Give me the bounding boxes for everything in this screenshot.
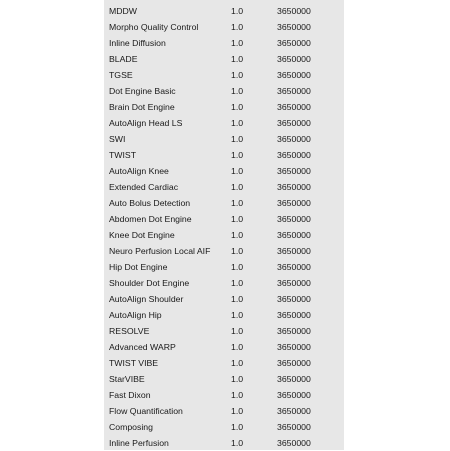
license-value-cell: 3650000 — [277, 134, 311, 144]
version-cell: 1.0 — [231, 54, 244, 64]
option-name-cell: Hip Dot Engine — [109, 262, 168, 272]
license-value-cell: 3650000 — [277, 294, 311, 304]
table-row[interactable] — [104, 211, 344, 227]
table-row[interactable] — [104, 83, 344, 99]
license-value-cell: 3650000 — [277, 86, 311, 96]
table-row[interactable] — [104, 195, 344, 211]
table-row[interactable] — [104, 275, 344, 291]
option-name-cell: Neuro Perfusion Local AIF — [109, 246, 211, 256]
table-row[interactable] — [104, 51, 344, 67]
license-value-cell: 3650000 — [277, 278, 311, 288]
license-value-cell: 3650000 — [277, 118, 311, 128]
option-name-cell: TGSE — [109, 70, 133, 80]
option-name-cell: TWIST VIBE — [109, 358, 159, 368]
table-row[interactable] — [104, 355, 344, 371]
table-row[interactable] — [104, 291, 344, 307]
version-cell: 1.0 — [231, 166, 244, 176]
option-name-cell: Abdomen Dot Engine — [109, 214, 192, 224]
table-row[interactable] — [104, 339, 344, 355]
option-name-cell: TWIST — [109, 150, 137, 160]
option-name-cell: AutoAlign Shoulder — [109, 294, 184, 304]
table-row[interactable] — [104, 259, 344, 275]
license-value-cell: 3650000 — [277, 70, 311, 80]
version-cell: 1.0 — [231, 374, 244, 384]
license-value-cell: 3650000 — [277, 390, 311, 400]
option-name-cell: Morpho Quality Control — [109, 22, 199, 32]
version-cell: 1.0 — [231, 150, 244, 160]
table-row[interactable] — [104, 19, 344, 35]
table-row[interactable] — [104, 323, 344, 339]
table-row[interactable] — [104, 131, 344, 147]
table-row[interactable] — [104, 35, 344, 51]
license-value-cell: 3650000 — [277, 246, 311, 256]
option-name-cell: StarVIBE — [109, 374, 145, 384]
option-name-cell: RESOLVE — [109, 326, 150, 336]
option-name-cell: Auto Bolus Detection — [109, 198, 191, 208]
version-cell: 1.0 — [231, 358, 244, 368]
license-value-cell: 3650000 — [277, 438, 311, 448]
version-cell: 1.0 — [231, 422, 244, 432]
version-cell: 1.0 — [231, 6, 244, 16]
license-value-cell: 3650000 — [277, 358, 311, 368]
option-name-cell: AutoAlign Knee — [109, 166, 169, 176]
license-value-cell: 3650000 — [277, 22, 311, 32]
version-cell: 1.0 — [231, 326, 244, 336]
table-row[interactable] — [104, 419, 344, 435]
table-row[interactable] — [104, 307, 344, 323]
option-name-cell: Inline Perfusion — [109, 438, 169, 448]
version-cell: 1.0 — [231, 198, 244, 208]
option-name-cell: Extended Cardiac — [109, 182, 179, 192]
option-name-cell: Composing — [109, 422, 153, 432]
version-cell: 1.0 — [231, 118, 244, 128]
license-value-cell: 3650000 — [277, 38, 311, 48]
table-row[interactable] — [104, 179, 344, 195]
version-cell: 1.0 — [231, 182, 244, 192]
option-name-cell: Flow Quantification — [109, 406, 183, 416]
table-row[interactable] — [104, 435, 344, 451]
version-cell: 1.0 — [231, 310, 244, 320]
version-cell: 1.0 — [231, 134, 244, 144]
license-value-cell: 3650000 — [277, 166, 311, 176]
version-cell: 1.0 — [231, 230, 244, 240]
version-cell: 1.0 — [231, 246, 244, 256]
option-name-cell: AutoAlign Head LS — [109, 118, 183, 128]
option-name-cell: Fast Dixon — [109, 390, 151, 400]
license-table — [104, 3, 344, 451]
version-cell: 1.0 — [231, 38, 244, 48]
license-value-cell: 3650000 — [277, 422, 311, 432]
option-name-cell: AutoAlign Hip — [109, 310, 162, 320]
option-name-cell: Shoulder Dot Engine — [109, 278, 190, 288]
version-cell: 1.0 — [231, 22, 244, 32]
license-value-cell: 3650000 — [277, 6, 311, 16]
option-name-cell: BLADE — [109, 54, 138, 64]
license-value-cell: 3650000 — [277, 374, 311, 384]
table-row[interactable] — [104, 67, 344, 83]
option-name-cell: Brain Dot Engine — [109, 102, 175, 112]
license-value-cell: 3650000 — [277, 182, 311, 192]
option-name-cell: SWI — [109, 134, 126, 144]
license-value-cell: 3650000 — [277, 150, 311, 160]
license-value-cell: 3650000 — [277, 310, 311, 320]
option-name-cell: Knee Dot Engine — [109, 230, 175, 240]
table-row[interactable] — [104, 387, 344, 403]
table-row[interactable] — [104, 147, 344, 163]
license-value-cell: 3650000 — [277, 230, 311, 240]
version-cell: 1.0 — [231, 70, 244, 80]
license-value-cell: 3650000 — [277, 326, 311, 336]
version-cell: 1.0 — [231, 102, 244, 112]
table-row[interactable] — [104, 163, 344, 179]
version-cell: 1.0 — [231, 86, 244, 96]
table-row[interactable] — [104, 3, 344, 19]
option-name-cell: Advanced WARP — [109, 342, 176, 352]
license-value-cell: 3650000 — [277, 342, 311, 352]
license-list-panel — [104, 0, 344, 450]
license-value-cell: 3650000 — [277, 198, 311, 208]
table-row[interactable] — [104, 227, 344, 243]
option-name-cell: MDDW — [109, 6, 137, 16]
table-row[interactable] — [104, 115, 344, 131]
option-name-cell: Inline Diffusion — [109, 38, 166, 48]
version-cell: 1.0 — [231, 406, 244, 416]
table-row[interactable] — [104, 243, 344, 259]
version-cell: 1.0 — [231, 278, 244, 288]
license-value-cell: 3650000 — [277, 262, 311, 272]
version-cell: 1.0 — [231, 262, 244, 272]
license-value-cell: 3650000 — [277, 406, 311, 416]
version-cell: 1.0 — [231, 390, 244, 400]
version-cell: 1.0 — [231, 214, 244, 224]
license-value-cell: 3650000 — [277, 214, 311, 224]
option-name-cell: Dot Engine Basic — [109, 86, 176, 96]
table-row[interactable] — [104, 403, 344, 419]
license-value-cell: 3650000 — [277, 54, 311, 64]
table-row[interactable] — [104, 371, 344, 387]
version-cell: 1.0 — [231, 438, 244, 448]
version-cell: 1.0 — [231, 342, 244, 352]
license-value-cell: 3650000 — [277, 102, 311, 112]
table-row[interactable] — [104, 99, 344, 115]
version-cell: 1.0 — [231, 294, 244, 304]
